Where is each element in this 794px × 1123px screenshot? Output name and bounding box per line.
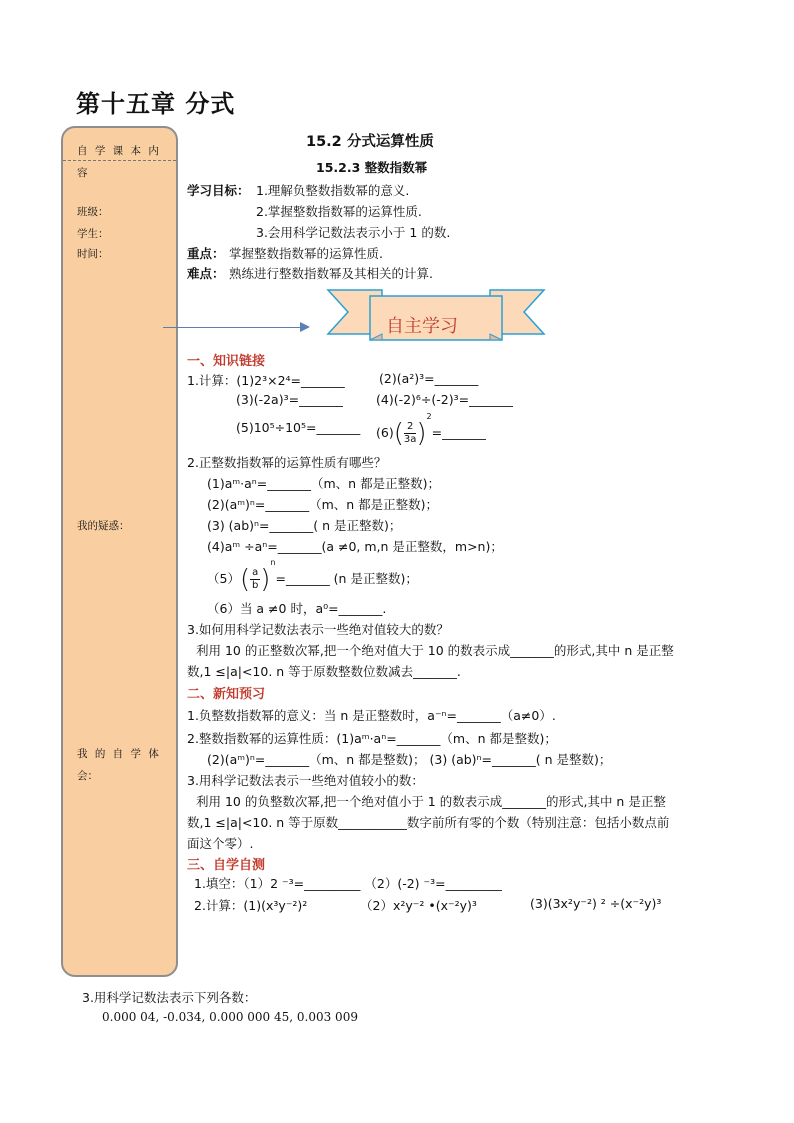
part3-calc-1: 2.计算：(1)(x³y⁻²)² xyxy=(194,898,308,913)
q3-text: 3.如何用科学记数法表示一些绝对值较大的数？ xyxy=(187,622,449,637)
difficulty-text: 熟练进行整数指数幂及其相关的计算. xyxy=(229,266,433,281)
arrow-line xyxy=(163,327,303,328)
chapter-title: 第十五章 分式 xyxy=(76,90,236,118)
part3-fill-blank: 1.填空：（1）2 ⁻³=_________ （2）(-2) ⁻³=_________ xyxy=(194,876,502,891)
subsection-title: 15.2.3 整数指数幂 xyxy=(316,160,428,175)
sidebar-panel xyxy=(61,126,178,977)
sidebar-experience-label-cont: 会： xyxy=(77,770,98,782)
q1-item-4: (4)(-2)⁶÷(-2)³=_______ xyxy=(376,392,513,407)
part2-line-3: (2)(aᵐ)ⁿ=_______（m、n 都是整数)； (3) (ab)ⁿ=_______( n 是整数)； xyxy=(207,752,612,767)
sidebar-divider xyxy=(63,160,176,161)
sidebar-student-label: 学生： xyxy=(77,228,109,240)
sidebar-experience-label: 我 的 自 学 体 xyxy=(77,748,161,760)
part1-heading: 一、知识链接 xyxy=(187,354,266,369)
property-1: (1)aᵐ·aⁿ=_______（m、n 都是正整数)； xyxy=(207,476,440,491)
q1-item-6-prefix: (6) xyxy=(376,425,394,440)
fraction-denominator: 3a xyxy=(403,434,417,445)
arrow-head-icon xyxy=(300,322,310,332)
property-5-suffix: =_______ (n 是正整数)； xyxy=(275,571,418,586)
q1-item-6-suffix: =_______ xyxy=(431,425,486,440)
fraction-numerator: a xyxy=(252,567,259,578)
q1-item-2: (2)(a²)³=_______ xyxy=(379,371,479,386)
q1-item-6: (6)( $\frac{2}{3a})^2=\_\_\_\_\_\_\_$ xyxy=(376,412,486,449)
property-2: (2)(aᵐ)ⁿ=_______（m、n 都是正整数)； xyxy=(207,497,439,512)
part2-line-6: 数,1 ≤|a|<10. n 等于原数___________数字前所有零的个数（特别注意：包括小数点前 xyxy=(187,815,670,830)
goal-2: 2.掌握整数指数幂的运算性质. xyxy=(256,204,422,219)
part3-calc-2: （2）x²y⁻² •(x⁻²y)³ xyxy=(360,898,477,913)
part3-heading: 三、自学自测 xyxy=(187,858,266,873)
part2-line-4: 3.用科学记数法表示一些绝对值较小的数： xyxy=(187,773,424,788)
fraction-numerator: 2 xyxy=(404,421,417,434)
q3-line-2: 数,1 ≤|a|<10. n 等于原数整数位数减去_______. xyxy=(187,664,461,679)
banner-title: 自主学习 xyxy=(386,316,458,337)
sidebar-content-label: 自 学 课 本 内 xyxy=(77,145,161,157)
goal-1: 1.理解负整数指数幂的意义. xyxy=(256,183,410,198)
goals-label: 学习目标： xyxy=(187,183,250,198)
part2-heading: 二、新知预习 xyxy=(187,687,266,702)
section-title: 15.2 分式运算性质 xyxy=(306,134,434,150)
goal-3: 3.会用科学记数法表示小于 1 的数. xyxy=(256,225,451,240)
sidebar-doubts-label: 我的疑惑： xyxy=(77,520,130,532)
q2-text: 2.正整数指数幂的运算性质有哪些？ xyxy=(187,455,387,470)
q1-item-3: (3)(-2a)³=_______ xyxy=(236,392,343,407)
part2-line-7: 面这个零）. xyxy=(187,836,254,851)
fraction-exponent: n xyxy=(270,558,276,567)
part3-calc-3: (3)(3x²y⁻²) ² ÷(x⁻²y)³ xyxy=(530,896,662,911)
bottom-values: 0.000 04, -0.034, 0.000 000 45, 0.003 009 xyxy=(102,1010,358,1024)
key-point-label: 重点： xyxy=(187,246,225,261)
part2-line-1: 1.负整数指数幂的意义：当 n 是正整数时，a⁻ⁿ=_______（a≠0）. xyxy=(187,708,556,723)
property-4: (4)aᵐ ÷aⁿ=_______(a ≠0, m,n 是正整数，m>n)； xyxy=(207,539,503,554)
sidebar-content-label-cont: 容 xyxy=(77,167,88,179)
fraction-exponent: 2 xyxy=(426,412,432,421)
fraction-denominator: b xyxy=(252,580,259,591)
property-5-prefix: （5） xyxy=(207,571,240,586)
sidebar-class-label: 班级： xyxy=(77,206,109,218)
difficulty-label: 难点： xyxy=(187,266,225,281)
property-5: （5）( $\frac{a}{b})^n=\_\_\_\_\_\_\_$ (n 是正整数)； xyxy=(207,558,418,595)
sidebar-time-label: 时间： xyxy=(77,248,109,260)
property-3: (3) (ab)ⁿ=_______( n 是正整数)； xyxy=(207,518,402,533)
key-point-text: 掌握整数指数幂的运算性质. xyxy=(229,246,383,261)
part2-line-5: 利用 10 的负整数次幂,把一个绝对值小于 1 的数表示成_______的形式,其中 n 是正整 xyxy=(196,794,666,809)
bottom-question: 3.用科学记数法表示下列各数： xyxy=(82,990,257,1005)
property-6: （6）当 a ≠0 时，a⁰=_______. xyxy=(207,601,387,616)
q1-item-5: (5)10⁵÷10⁵=_______ xyxy=(236,420,361,435)
part2-line-2: 2.整数指数幂的运算性质：(1)aᵐ·aⁿ=_______（m、n 都是整数)； xyxy=(187,731,557,746)
q3-line-1: 利用 10 的正整数次幂,把一个绝对值大于 10 的数表示成_______的形式,其中 n 是正整 xyxy=(196,643,674,658)
q1-item-1: 1.计算：(1)2³×2⁴=_______ xyxy=(187,373,345,388)
